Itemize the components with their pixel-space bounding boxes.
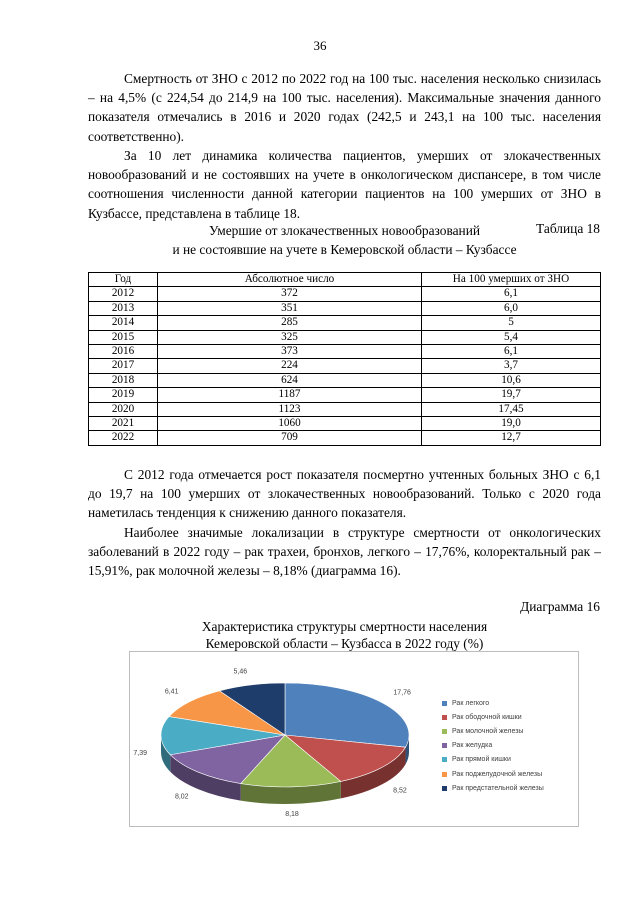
cell-per100: 5 <box>422 316 601 330</box>
table-title-line1: Умершие от злокачественных новообразований <box>208 223 481 238</box>
pie-value-label: 8,02 <box>174 793 189 801</box>
cell-year: 2013 <box>89 301 158 315</box>
table-row <box>89 431 601 445</box>
cell-absolute: 351 <box>158 301 422 315</box>
table-row <box>89 316 601 330</box>
table-header-year: Год <box>89 273 158 287</box>
page-number: 36 <box>313 38 327 53</box>
data-table <box>88 272 601 446</box>
cell-per100: 19,0 <box>422 417 601 431</box>
table-label: Таблица 18 <box>536 221 600 236</box>
pie-value-label: 8,18 <box>285 810 299 818</box>
legend-swatch <box>442 786 447 791</box>
cell-absolute: 285 <box>158 316 422 330</box>
pie-value-label: 7,39 <box>133 749 148 757</box>
cell-year: 2015 <box>89 330 158 344</box>
cell-per100: 12,7 <box>422 431 601 445</box>
cell-per100: 17,45 <box>422 402 601 416</box>
chart-label: Диаграмма 16 <box>520 599 600 614</box>
table-row <box>89 402 601 416</box>
legend-item <box>442 710 544 724</box>
table-body <box>89 287 601 445</box>
cell-year: 2021 <box>89 417 158 431</box>
pie-value-label: 8,52 <box>393 787 407 795</box>
legend-label: Рак поджелудочной железы <box>452 770 543 778</box>
cell-absolute: 709 <box>158 431 422 445</box>
chart-title-line2: Кемеровской области – Кузбасса в 2022 году (%) <box>205 636 484 651</box>
table-header-absolute: Абсолютное число <box>158 273 422 287</box>
cell-year: 2017 <box>89 359 158 373</box>
legend-swatch <box>442 757 447 762</box>
table-row <box>89 388 601 402</box>
pie-value-label: 5,46 <box>233 668 248 676</box>
cell-per100: 19,7 <box>422 388 601 402</box>
paragraph-mortality-text: Смертность от ЗНО с 2012 по 2022 год на 100 тыс. населения несколько снизилась – на 4,5% (с 224,54 до 214,9 на 100 тыс. населения). Максимальные значения данного показателя отмечались в 2016 и 2020 годах (242,5 и 243,1 на 100 тыс. населения соответственно). <box>88 71 601 144</box>
table-row <box>89 330 601 344</box>
pie-chart <box>129 651 579 827</box>
cell-absolute: 1123 <box>158 402 422 416</box>
legend-swatch <box>442 701 447 706</box>
cell-per100: 10,6 <box>422 373 601 387</box>
cell-per100: 5,4 <box>422 330 601 344</box>
table-header-per100: На 100 умерших от ЗНО <box>422 273 601 287</box>
legend-swatch <box>442 743 447 748</box>
paragraph-trend <box>88 465 601 523</box>
cell-per100: 6,0 <box>422 301 601 315</box>
legend-label: Рак желудка <box>452 742 493 750</box>
paragraph-mortality <box>88 69 601 146</box>
cell-per100: 6,1 <box>422 287 601 301</box>
legend-label: Рак прямой кишки <box>452 756 511 764</box>
cell-year: 2014 <box>89 316 158 330</box>
cell-per100: 3,7 <box>422 359 601 373</box>
paragraph-dynamics <box>88 146 601 223</box>
cell-absolute: 325 <box>158 330 422 344</box>
legend-swatch <box>442 772 447 777</box>
table-row <box>89 301 601 315</box>
pie-value-label: 6,41 <box>164 688 179 696</box>
table-row <box>89 345 601 359</box>
legend-item <box>442 696 544 710</box>
table-title-line2: и не состоявшие на учете в Кемеровской области – Кузбассе <box>172 242 517 257</box>
table-row <box>89 417 601 431</box>
cell-absolute: 1060 <box>158 417 422 431</box>
cell-year: 2018 <box>89 373 158 387</box>
cell-absolute: 624 <box>158 373 422 387</box>
legend-item <box>442 781 544 795</box>
paragraph-localizations <box>88 523 601 581</box>
table-row <box>89 359 601 373</box>
pie-value-label: 17,76 <box>393 689 411 697</box>
table-header-row <box>89 273 601 287</box>
legend-item <box>442 753 544 767</box>
legend-item <box>442 724 544 738</box>
legend-swatch <box>442 729 447 734</box>
cell-absolute: 224 <box>158 359 422 373</box>
table-row <box>89 373 601 387</box>
cell-year: 2020 <box>89 402 158 416</box>
legend-item <box>442 767 544 781</box>
cell-per100: 6,1 <box>422 345 601 359</box>
cell-absolute: 373 <box>158 345 422 359</box>
table-row <box>89 287 601 301</box>
cell-year: 2016 <box>89 345 158 359</box>
cell-year: 2022 <box>89 431 158 445</box>
paragraph-trend-text: С 2012 года отмечается рост показателя посмертно учтенных больных ЗНО с 6,1 до 19,7 на 100 умерших от злокачественных новообразований. Только с 2020 года наметилась тенденция к снижению данного показателя. <box>88 467 601 521</box>
legend-item <box>442 739 544 753</box>
paragraph-dynamics-text: За 10 лет динамика количества пациентов, умерших от злокачественных новообразований и не состоявших на учете в онкологическом диспансере, в том числе соотношения численности данной категории пациентов на 100 умерших от ЗНО в Кузбассе, представлена в таблице 18. <box>88 148 601 221</box>
chart-title-line1: Характеристика структуры смертности населения <box>201 619 488 634</box>
legend-label: Рак предстательной железы <box>452 784 544 792</box>
cell-absolute: 1187 <box>158 388 422 402</box>
legend-label: Рак легкого <box>452 699 490 707</box>
cell-year: 2019 <box>89 388 158 402</box>
legend-label: Рак молочной железы <box>452 727 524 735</box>
paragraph-localizations-text: Наиболее значимые локализации в структуре смертности от онкологических заболеваний в 2022 году – рак трахеи, бронхов, легкого – 17,76%, колоректальный рак – 15,91%, рак молочной железы – 8,18% (диаграмма 16). <box>88 525 601 579</box>
cell-year: 2012 <box>89 287 158 301</box>
chart-legend <box>442 696 544 795</box>
cell-absolute: 372 <box>158 287 422 301</box>
legend-swatch <box>442 715 447 720</box>
legend-label: Рак ободочной кишки <box>452 713 522 721</box>
